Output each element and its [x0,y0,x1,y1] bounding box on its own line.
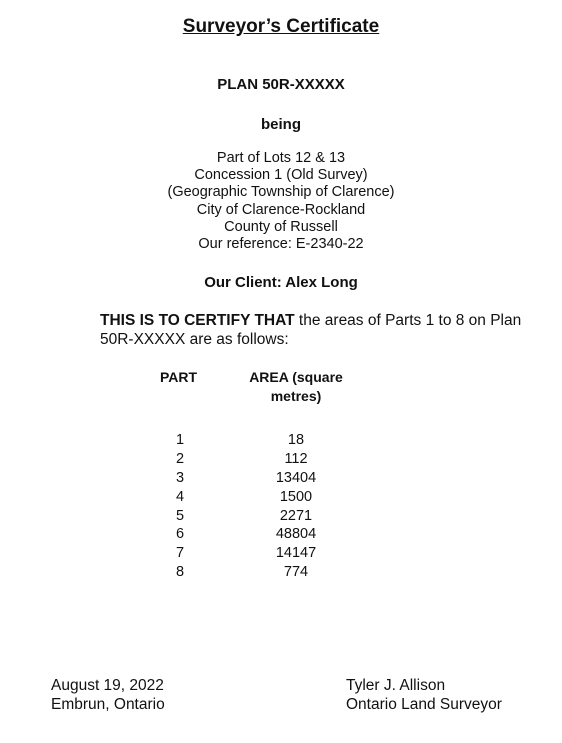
areas-table [150,431,350,582]
table-row [150,507,350,526]
part-column-header: PART [160,369,198,385]
area-cell: 18 [287,432,305,448]
description-line: (Geographic Township of Clarence) [167,184,395,201]
area-cell: 774 [283,564,309,581]
table-row [150,544,350,563]
area-cell: 14147 [275,545,317,562]
property-description [0,150,562,253]
area-cell: 2271 [279,507,313,524]
table-row [150,563,350,582]
part-cell: 7 [175,545,185,562]
client-name: Our Client: Alex Long [204,274,358,291]
table-row [150,431,350,450]
area-cell: 48804 [275,526,317,543]
part-cell: 5 [175,507,185,524]
area-cell: 13404 [275,469,317,486]
area-cell: 1500 [279,488,313,505]
table-row [150,525,350,544]
area-column-header [236,368,356,406]
area-cell: 112 [284,450,308,467]
part-cell: 3 [175,469,185,486]
description-line: City of Clarence-Rockland [196,201,366,218]
table-row [150,469,350,488]
date-place-block [51,676,165,714]
signature-block [346,676,502,714]
surveyor-title: Ontario Land Surveyor [346,696,502,713]
description-line: Concession 1 (Old Survey) [194,167,368,184]
description-line: Our reference: E-2340-22 [198,236,364,253]
part-cell: 6 [175,526,185,543]
part-cell: 1 [175,432,185,448]
part-cell: 2 [175,450,185,467]
document-title: Surveyor’s Certificate [182,16,380,37]
plan-number: PLAN 50R-XXXXX [217,76,345,93]
description-line: County of Russell [224,218,338,235]
table-row [150,488,350,507]
certify-text: the areas of Parts 1 to 8 on Plan 50R-XXXXX are as follows: [100,312,522,348]
being-label: being [261,116,301,133]
surveyor-name: Tyler J. Allison [346,677,446,694]
area-header-line: AREA (square [249,369,343,385]
signing-place: Embrun, Ontario [51,696,165,713]
part-cell: 8 [175,564,185,581]
area-header-line: metres) [270,388,322,404]
signing-date: August 19, 2022 [51,677,164,694]
certify-statement [100,311,530,349]
certify-lead: THIS IS TO CERTIFY THAT [100,312,295,329]
description-line: Part of Lots 12 & 13 [216,150,346,166]
part-cell: 4 [175,488,185,505]
table-row [150,450,350,469]
